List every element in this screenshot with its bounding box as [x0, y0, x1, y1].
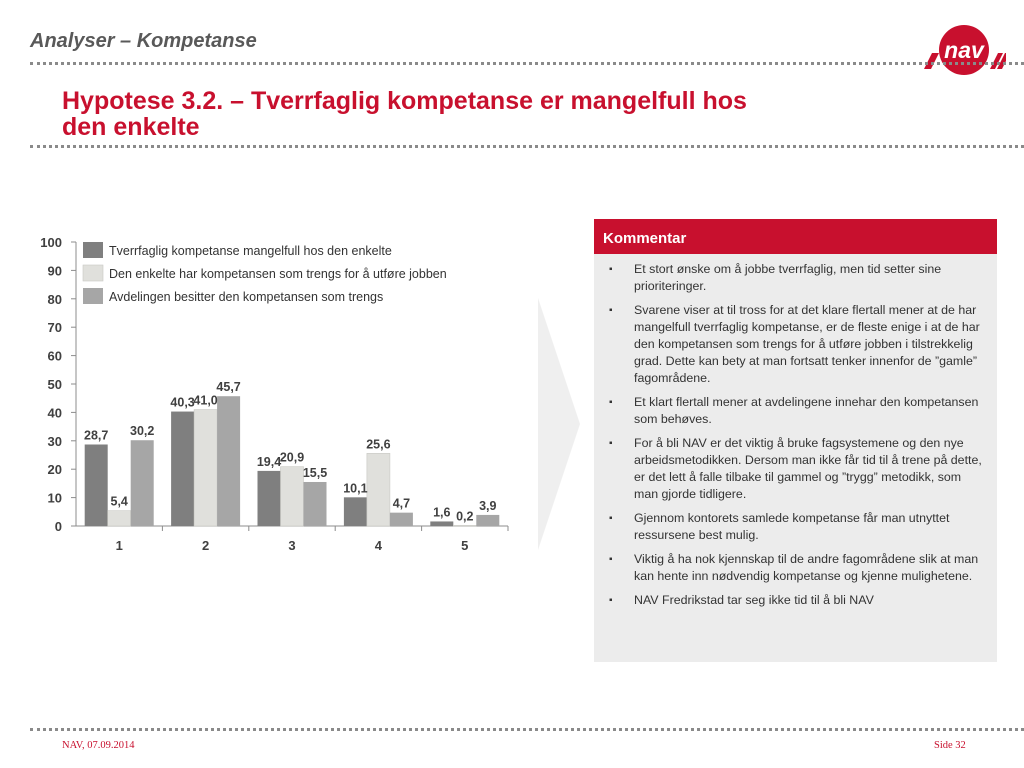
comment-panel-title: Kommentar [594, 219, 997, 254]
arrow-chevron-icon [538, 298, 580, 550]
legend-label: Den enkelte har kompetansen som trengs for å utføre jobben [109, 267, 447, 281]
bar [476, 515, 499, 526]
y-tick-label: 100 [40, 235, 62, 250]
legend-swatch [83, 265, 103, 281]
header-divider-bottom [30, 145, 1024, 148]
bar [85, 444, 108, 526]
data-label: 0,2 [456, 509, 474, 524]
comment-list [594, 254, 997, 609]
comment-item: ▪ NAV Fredrikstad tar seg ikke tid til å bli NAV [602, 592, 987, 609]
y-tick-label: 90 [47, 263, 62, 279]
comment-item: ▪ For å bli NAV er det viktig å bruke fagsystemene og den nye arbeidsmetodikken. Dersom man ikke får tid til å trene på dette, er det lett å falle tilbake til gammel og ”trygg” metodikk, som man gjorde tidligere. [602, 435, 987, 503]
page-title-line-1: Hypotese 3.2. – Tverrfaglig kompetanse er mangelfull hos [62, 87, 747, 115]
chart-legend [83, 242, 447, 304]
data-label: 30,2 [130, 424, 155, 439]
data-label: 28,7 [84, 428, 109, 443]
data-label: 45,7 [216, 380, 241, 395]
bar [390, 513, 413, 526]
section-title: Analyser – Kompetanse [30, 30, 257, 52]
comment-item: ▪ Viktig å ha nok kjennskap til de andre fagområdene slik at man kan hente inn nødvendig kompetanse og kjenne mulighetene. [602, 551, 987, 585]
page-title-line-2: den enkelte [62, 113, 200, 141]
x-tick-label: 4 [374, 538, 383, 553]
y-tick-label: 80 [47, 291, 62, 307]
bar [194, 410, 217, 526]
comment-item: ▪ Et klart flertall mener at avdelingene innehar den kompetansen som behøves. [602, 394, 987, 428]
logo-slash-left [924, 53, 939, 69]
y-tick-label: 40 [47, 405, 62, 421]
legend-swatch [83, 242, 103, 258]
data-label: 20,9 [279, 450, 305, 465]
bar [171, 412, 194, 526]
data-label: 40,3 [170, 395, 195, 410]
data-label: 3,9 [479, 498, 497, 513]
header-divider-top [30, 62, 1024, 65]
data-label: 4,7 [392, 496, 411, 511]
data-label: 25,6 [366, 437, 391, 452]
x-tick-label: 3 [288, 538, 296, 553]
y-tick-label: 60 [47, 348, 62, 364]
legend-swatch [83, 288, 103, 304]
nav-logo [922, 25, 1006, 75]
comment-panel [594, 219, 997, 662]
bar [131, 440, 154, 526]
logo-text: nav [944, 37, 984, 63]
data-label: 19,4 [256, 454, 282, 469]
data-label: 1,6 [433, 505, 451, 520]
bar [304, 482, 327, 526]
page-title [62, 88, 862, 140]
x-tick-label: 1 [115, 538, 123, 553]
bar [108, 511, 131, 526]
y-tick-label: 0 [54, 519, 62, 534]
bar [430, 521, 453, 526]
x-tick-label: 5 [461, 538, 469, 553]
x-tick-label: 2 [201, 538, 210, 553]
data-label: 15,5 [302, 465, 328, 480]
y-tick-label: 50 [47, 377, 62, 392]
y-tick-label: 20 [47, 462, 62, 478]
bar [453, 525, 476, 526]
bar [344, 497, 367, 526]
data-label: 41,0 [193, 393, 218, 408]
bar [217, 396, 240, 526]
data-label: 10,1 [343, 481, 368, 496]
bar [367, 453, 390, 526]
data-label: 5,4 [110, 494, 128, 509]
comment-item: ▪ Et stort ønske om å jobbe tverrfaglig, men tid setter sine prioriteringer. [602, 261, 987, 295]
y-tick-label: 70 [47, 320, 62, 336]
footer-page-number: Side 32 [934, 740, 966, 751]
y-tick-label: 30 [47, 433, 62, 449]
legend-label: Tverrfaglig kompetanse mangelfull hos den enkelte [109, 244, 392, 258]
legend-label: Avdelingen besitter den kompetansen som trengs [109, 290, 384, 304]
footer-divider [30, 728, 1024, 731]
bar [258, 471, 281, 526]
bar-chart [30, 230, 530, 560]
footer-date: NAV, 07.09.2014 [62, 740, 135, 751]
bar [281, 467, 304, 526]
comment-item: ▪ Gjennom kontorets samlede kompetanse får man utnyttet ressursene best mulig. [602, 510, 987, 544]
comment-item: ▪ Svarene viser at til tross for at det klare flertall mener at de har mangelfull tverrfaglig kompetanse, er de fleste enige i at de har den kompetansen som trengs for å utføre jobben i tilstrekkelig grad. Dette kan bety at man fortsatt tenker innenfor de ”gamle” fagområdene. [602, 302, 987, 387]
y-tick-label: 10 [47, 490, 62, 506]
